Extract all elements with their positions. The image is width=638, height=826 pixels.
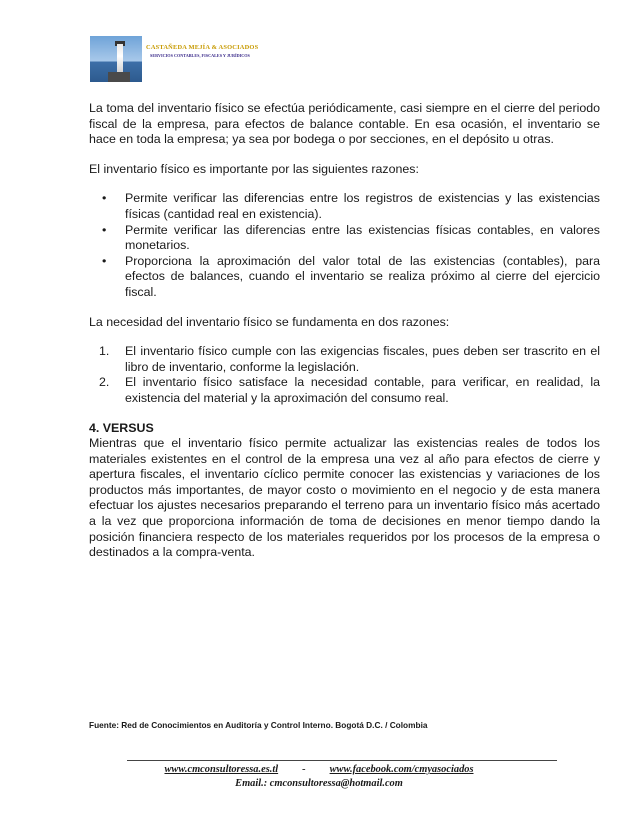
paragraph-importance: El inventario físico es importante por las siguientes razones: <box>89 161 419 176</box>
numbered-item <box>89 344 600 375</box>
document-body <box>89 101 600 561</box>
lighthouse-base-shape <box>108 72 130 82</box>
footer-email: Email.: cmconsultoressa@hotmail.com <box>235 778 403 789</box>
bullet-dot-icon: • <box>102 191 107 206</box>
reasons-bullet-list <box>89 191 600 300</box>
numbered-item <box>89 375 600 406</box>
item-number: 2. <box>99 375 110 390</box>
paragraph-versus: Mientras que el inventario físico permite actualizar las existencias reales de todos los materiales existentes en el control de la empresa una vez al año para efectos de cierre y apertura fiscales, el inventario cíclico permite conocer las existencias y variaciones de los productos más importantes, de mayor costo o movimiento en el negocio y de esta manera efectuar los ajustes necesarios preparando el terreno para un inventario físico más acertado a la vez que proporciona información de toma de decisiones en menor tiempo dando la posición financiera respecto de los materiales requeridos por los procesos de la empresa o destinados a la compra-venta. <box>89 436 600 560</box>
logo-company-name: CASTAÑEDA MEJÍA & ASOCIADOS <box>146 44 259 51</box>
footer-links-line <box>0 763 638 777</box>
numbered-text: El inventario físico satisface la necesidad contable, para verificar, en realidad, la existencia del material y la aproximación del consumo real. <box>125 375 600 405</box>
website-link[interactable]: www.cmconsultoressa.es.tl <box>164 764 279 775</box>
bullet-item <box>89 223 600 254</box>
bullet-text: Proporciona la aproximación del valor total de las existencias (contables), para efectos de balances, cuando el inventario se realiza próximo al cierre del ejercicio fiscal. <box>125 253 600 299</box>
logo-tagline: SERVICIOS CONTABLES, FISCALES Y JURÍDICOS <box>150 53 250 58</box>
footer-divider <box>127 760 557 761</box>
bullet-text: Permite verificar las diferencias entre las existencias físicas contables, en valores monetarios. <box>125 222 600 253</box>
company-logo <box>90 36 259 82</box>
page-footer <box>0 763 638 791</box>
bullet-dot-icon: • <box>102 222 107 237</box>
reasons-numbered-list <box>89 344 600 406</box>
item-number: 1. <box>99 344 110 359</box>
facebook-link[interactable]: www.facebook.com/cmyasociados <box>329 764 474 775</box>
paragraph-necessity: La necesidad del inventario físico se fundamenta en dos razones: <box>89 314 450 329</box>
section-heading: 4. VERSUS <box>89 420 154 435</box>
bullet-dot-icon: • <box>102 253 107 268</box>
source-note: Fuente: Red de Conocimientos en Auditoría y Control Interno. Bogotá D.C. / Colombia <box>89 720 428 730</box>
bullet-item <box>89 191 600 222</box>
lighthouse-logo-image <box>90 36 142 82</box>
bullet-text: Permite verificar las diferencias entre los registros de existencias y las existencias físicas (cantidad real en existencia). <box>125 191 600 221</box>
numbered-text: El inventario físico cumple con las exigencias fiscales, pues deben ser trascrito en el libro de inventario, conforme la legislación. <box>125 344 600 374</box>
lighthouse-tower-shape <box>117 44 123 74</box>
paragraph-intro: La toma del inventario físico se efectúa periódicamente, casi siempre en el cierre del periodo fiscal de la empresa, para efectos de balance contable. En esa ocasión, el inventario se hace en toda la empresa; ya sea por bodega o por secciones, en el depósito u otras. <box>89 101 600 147</box>
bullet-item <box>89 254 600 301</box>
footer-separator: - <box>302 764 306 775</box>
